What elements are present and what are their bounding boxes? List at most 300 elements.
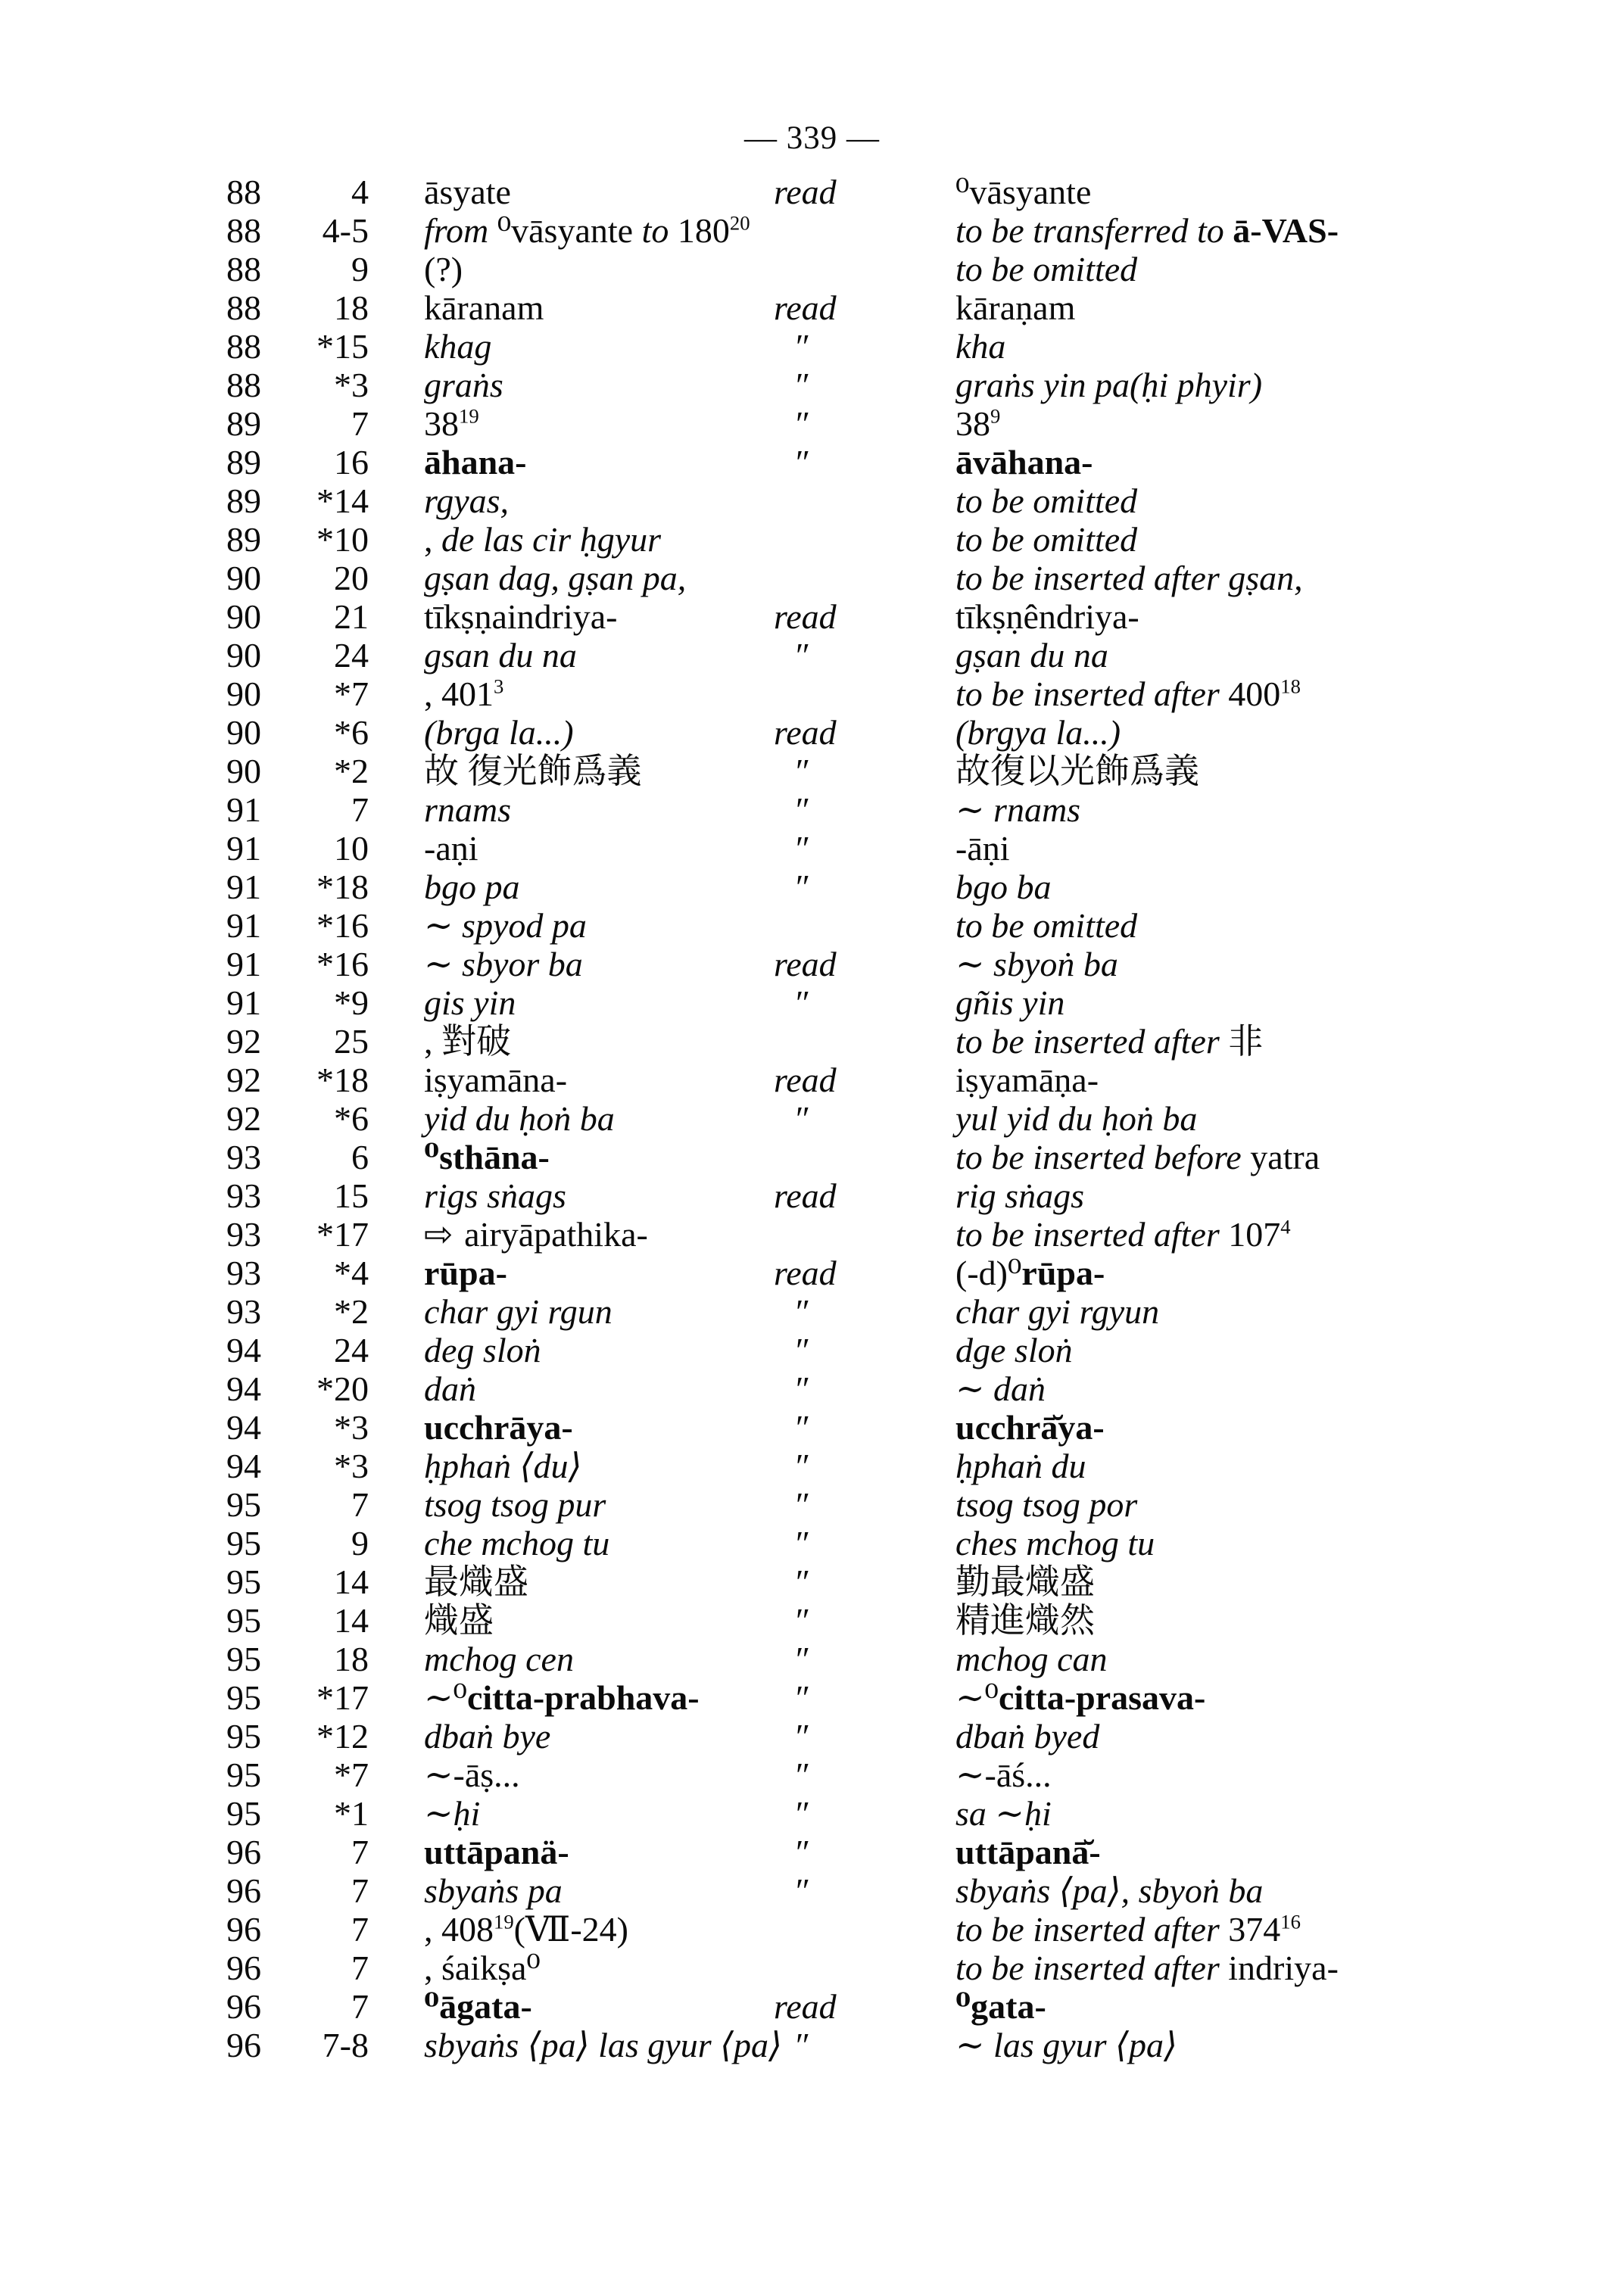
original-text: [369, 1987, 772, 2026]
text-segment: uttāpanä-: [424, 1833, 569, 1871]
text-segment: 19: [494, 1910, 514, 1933]
original-text: [369, 1254, 772, 1292]
page-ref: 90: [226, 636, 261, 675]
text-segment: ⁰sthāna-: [424, 1138, 550, 1176]
read-marker: [772, 1176, 955, 1215]
original-text: [369, 520, 772, 559]
errata-row: [0, 1176, 1624, 1215]
correction-text: [955, 1292, 1624, 1331]
line-ref: *1: [334, 1794, 369, 1833]
text-segment: rigs sṅags: [424, 1176, 566, 1215]
page-ref: 93: [226, 1215, 261, 1254]
original-text: [369, 327, 772, 366]
text-segment: 熾盛: [424, 1601, 494, 1640]
errata-row: [0, 1447, 1624, 1485]
line-ref: 7: [351, 1485, 369, 1524]
text-segment: gṣan du na: [955, 636, 1108, 675]
original-text: [369, 1215, 772, 1254]
ditto-mark: ″: [793, 366, 807, 404]
line-ref: 25: [334, 1022, 369, 1061]
correction-text: [955, 1447, 1624, 1485]
original-text: [369, 868, 772, 906]
page-ref: 95: [226, 1524, 261, 1562]
text-segment: indriya-: [1228, 1949, 1339, 1987]
original-text: [369, 1678, 772, 1717]
original-text: [369, 983, 772, 1022]
page-ref: 94: [226, 1369, 261, 1408]
correction-text: [955, 1215, 1624, 1254]
text-segment: to be inserted after: [955, 1215, 1229, 1254]
correction-text: [955, 945, 1624, 983]
correction-text: [955, 1369, 1624, 1408]
text-segment: to be inserted before: [955, 1138, 1251, 1176]
read-marker: [772, 713, 955, 752]
text-segment: ∼ spyod pa: [424, 906, 587, 945]
text-segment: kha: [955, 327, 1006, 366]
read-word: read: [774, 1987, 837, 2026]
read-marker: [772, 366, 955, 404]
original-text: [369, 906, 772, 945]
page-ref: 95: [226, 1485, 261, 1524]
page-ref: 91: [226, 945, 261, 983]
ditto-mark: ″: [793, 1717, 807, 1756]
correction-text: [955, 1408, 1624, 1447]
text-segment: graṅs: [424, 366, 503, 404]
read-word: read: [774, 173, 837, 211]
correction-text: [955, 597, 1624, 636]
text-segment: 374: [1228, 1910, 1281, 1949]
errata-row: [0, 250, 1624, 288]
page-ref: 89: [226, 443, 261, 481]
errata-row: [0, 1022, 1624, 1061]
line-ref: 14: [334, 1601, 369, 1640]
page-ref: 90: [226, 675, 261, 713]
page-ref: 96: [226, 1910, 261, 1949]
correction-text: [955, 1949, 1624, 1987]
read-marker: [772, 790, 955, 829]
line-ref: 18: [334, 288, 369, 327]
errata-row: [0, 1678, 1624, 1717]
text-segment: 最熾盛: [424, 1562, 528, 1601]
text-segment: daṅ: [424, 1369, 476, 1408]
ditto-mark: ″: [793, 1099, 807, 1138]
correction-text: [955, 1022, 1624, 1061]
line-ref: *6: [334, 1099, 369, 1138]
page-ref: 96: [226, 1987, 261, 2026]
text-segment: to be inserted after: [955, 1022, 1229, 1061]
read-marker: [772, 173, 955, 211]
read-marker: [772, 1485, 955, 1524]
ditto-mark: ″: [793, 1331, 807, 1369]
correction-text: [955, 713, 1624, 752]
read-word: read: [774, 597, 837, 636]
original-text: [369, 1138, 772, 1176]
read-marker: [772, 481, 955, 520]
errata-row: [0, 366, 1624, 404]
correction-text: [955, 481, 1624, 520]
errata-row: [0, 481, 1624, 520]
line-ref: 7: [351, 1949, 369, 1987]
page-ref: 91: [226, 906, 261, 945]
read-marker: [772, 1254, 955, 1292]
page-ref: 91: [226, 829, 261, 868]
read-marker: [772, 1138, 955, 1176]
correction-text: [955, 1794, 1624, 1833]
correction-text: [955, 1562, 1624, 1601]
original-text: [369, 752, 772, 790]
text-segment: (?): [424, 250, 463, 288]
page-ref: 95: [226, 1678, 261, 1717]
ditto-mark: ″: [793, 327, 807, 366]
page-ref: 89: [226, 520, 261, 559]
line-ref: *2: [334, 1292, 369, 1331]
text-segment: , 408: [424, 1910, 494, 1949]
original-text: [369, 1949, 772, 1987]
correction-text: [955, 1756, 1624, 1794]
page-ref: 94: [226, 1447, 261, 1485]
original-text: [369, 829, 772, 868]
ditto-mark: ″: [793, 829, 807, 868]
correction-text: [955, 1254, 1624, 1292]
line-ref: 7: [351, 404, 369, 443]
errata-row: [0, 829, 1624, 868]
errata-row: [0, 752, 1624, 790]
page-ref: 95: [226, 1717, 261, 1756]
text-segment: from: [424, 211, 497, 250]
read-marker: [772, 1833, 955, 1871]
text-segment: ḥphaṅ du: [955, 1447, 1086, 1485]
ditto-mark: ″: [793, 1756, 807, 1794]
text-segment: to: [641, 211, 669, 250]
text-segment: (brga la...): [424, 713, 574, 752]
read-marker: [772, 1447, 955, 1485]
page-ref: 88: [226, 327, 261, 366]
line-ref: *6: [334, 713, 369, 752]
original-text: [369, 559, 772, 597]
text-segment: bgo pa: [424, 868, 520, 906]
page-ref: 88: [226, 250, 261, 288]
line-ref: 7: [351, 1987, 369, 2026]
original-text: [369, 1022, 772, 1061]
text-segment: dbaṅ bye: [424, 1717, 551, 1756]
text-segment: tsog tsog por: [955, 1485, 1138, 1524]
page-ref: 95: [226, 1640, 261, 1678]
line-ref: *16: [316, 945, 369, 983]
errata-row: [0, 1871, 1624, 1910]
text-segment: khag: [424, 327, 492, 366]
read-marker: [772, 1910, 955, 1949]
text-segment: 107: [1228, 1215, 1281, 1254]
read-word: read: [774, 945, 837, 983]
line-ref: *17: [316, 1215, 369, 1254]
errata-table: [0, 173, 1624, 2064]
errata-row: [0, 1562, 1624, 1601]
text-segment: 400: [1228, 675, 1281, 713]
errata-row: [0, 1254, 1624, 1292]
correction-text: [955, 1833, 1624, 1871]
correction-text: [955, 636, 1624, 675]
text-segment: sa ∼ḥi: [955, 1794, 1052, 1833]
read-marker: [772, 520, 955, 559]
text-segment: ∼ḥi: [424, 1794, 481, 1833]
text-segment: to be omitted: [955, 906, 1138, 945]
page-ref: 92: [226, 1061, 261, 1099]
read-marker: [772, 1331, 955, 1369]
read-marker: [772, 983, 955, 1022]
errata-row: [0, 2026, 1624, 2064]
original-text: [369, 713, 772, 752]
correction-text: [955, 1138, 1624, 1176]
text-segment: tīkṣṇaindriya-: [424, 597, 618, 636]
text-segment: to be omitted: [955, 520, 1138, 559]
text-segment: 勤最熾盛: [955, 1562, 1095, 1601]
correction-text: [955, 829, 1624, 868]
errata-row: [0, 1756, 1624, 1794]
correction-text: [955, 1987, 1624, 2026]
text-segment: ⁰vāsyante: [497, 211, 642, 250]
text-segment: ∼-āṣ...: [424, 1756, 520, 1794]
line-ref: 7: [351, 790, 369, 829]
line-ref: *15: [316, 327, 369, 366]
line-ref: *7: [334, 1756, 369, 1794]
text-segment: uttāpanā̆-: [955, 1833, 1101, 1871]
text-segment: kāranam: [424, 288, 544, 327]
page-ref: 88: [226, 211, 261, 250]
correction-text: [955, 288, 1624, 327]
correction-text: [955, 443, 1624, 481]
page-ref: 91: [226, 790, 261, 829]
read-marker: [772, 752, 955, 790]
page-ref: 89: [226, 481, 261, 520]
line-ref: *9: [334, 983, 369, 1022]
text-segment: ∼ sbyor ba: [424, 945, 583, 983]
text-segment: che mchog tu: [424, 1524, 610, 1562]
text-segment: gsan du na: [424, 636, 577, 675]
text-segment: dbaṅ byed: [955, 1717, 1100, 1756]
original-text: [369, 675, 772, 713]
line-ref: *3: [334, 366, 369, 404]
original-text: [369, 211, 772, 250]
original-text: [369, 1447, 772, 1485]
original-text: [369, 1176, 772, 1215]
text-segment: to be inserted after gṣan,: [955, 559, 1303, 597]
page-ref: 93: [226, 1254, 261, 1292]
ditto-mark: ″: [793, 1369, 807, 1408]
correction-text: [955, 1331, 1624, 1369]
text-segment: to be omitted: [955, 250, 1138, 288]
text-segment: to be inserted after: [955, 675, 1229, 713]
line-ref: *14: [316, 481, 369, 520]
original-text: [369, 173, 772, 211]
ditto-mark: ″: [793, 868, 807, 906]
page-ref: 94: [226, 1408, 261, 1447]
ditto-mark: ″: [793, 790, 807, 829]
text-segment: , 對破: [424, 1022, 511, 1061]
read-marker: [772, 1099, 955, 1138]
text-segment: char gyi rgun: [424, 1292, 613, 1331]
ditto-mark: ″: [793, 2026, 807, 2064]
read-marker: [772, 2026, 955, 2064]
page-ref: 93: [226, 1176, 261, 1215]
text-segment: to be transferred to: [955, 211, 1233, 250]
page-ref: 88: [226, 366, 261, 404]
correction-text: [955, 1910, 1624, 1949]
read-marker: [772, 906, 955, 945]
read-marker: [772, 443, 955, 481]
correction-text: [955, 1485, 1624, 1524]
text-segment: airyāpathika-: [464, 1215, 648, 1254]
original-text: [369, 250, 772, 288]
read-marker: [772, 404, 955, 443]
text-segment: ḥphaṅ ⟨du⟩: [424, 1447, 582, 1485]
errata-row: [0, 559, 1624, 597]
errata-row: [0, 404, 1624, 443]
page-ref: 92: [226, 1099, 261, 1138]
read-marker: [772, 559, 955, 597]
line-ref: 6: [351, 1138, 369, 1176]
text-segment: ucchrāya-: [424, 1408, 573, 1447]
read-marker: [772, 1408, 955, 1447]
text-segment: tsog tsog pur: [424, 1485, 606, 1524]
errata-row: [0, 1601, 1624, 1640]
page-ref: 89: [226, 404, 261, 443]
line-ref: *18: [316, 868, 369, 906]
correction-text: [955, 1717, 1624, 1756]
text-segment: sbyaṅs pa: [424, 1871, 563, 1910]
ditto-mark: ″: [793, 983, 807, 1022]
original-text: [369, 1485, 772, 1524]
text-segment: bgo ba: [955, 868, 1052, 906]
original-text: [369, 288, 772, 327]
page-ref: 95: [226, 1562, 261, 1601]
read-marker: [772, 211, 955, 250]
correction-text: [955, 559, 1624, 597]
text-segment: graṅs yin pa(ḥi phyir): [955, 366, 1263, 404]
errata-row: [0, 1987, 1624, 2026]
line-ref: 15: [334, 1176, 369, 1215]
text-segment: 38: [955, 404, 990, 443]
text-segment: kāraṇam: [955, 288, 1076, 327]
original-text: [369, 1369, 772, 1408]
ditto-mark: ″: [793, 636, 807, 675]
original-text: [369, 1601, 772, 1640]
correction-text: [955, 250, 1624, 288]
original-text: [369, 1910, 772, 1949]
errata-row: [0, 906, 1624, 945]
text-segment: ,: [424, 520, 441, 559]
read-marker: [772, 675, 955, 713]
page-ref: 93: [226, 1138, 261, 1176]
ditto-mark: ″: [793, 1447, 807, 1485]
errata-row: [0, 1408, 1624, 1447]
text-segment: ∼ daṅ: [955, 1369, 1046, 1408]
ditto-mark: ″: [793, 1678, 807, 1717]
errata-row: [0, 1910, 1624, 1949]
text-segment: āsyate: [424, 173, 511, 211]
ditto-mark: ″: [793, 1794, 807, 1833]
text-segment: gṣan dag, gṣan pa,: [424, 559, 687, 597]
page-ref: 95: [226, 1794, 261, 1833]
read-marker: [772, 1369, 955, 1408]
original-text: [369, 945, 772, 983]
text-segment: ∼⁰: [424, 1678, 467, 1717]
original-text: [369, 404, 772, 443]
errata-row: [0, 1524, 1624, 1562]
errata-row: [0, 868, 1624, 906]
line-ref: 9: [351, 1524, 369, 1562]
text-segment: ches mchog tu: [955, 1524, 1155, 1562]
read-marker: [772, 1022, 955, 1061]
line-ref: 20: [334, 559, 369, 597]
text-segment: char gyi rgyun: [955, 1292, 1160, 1331]
errata-row: [0, 1292, 1624, 1331]
read-marker: [772, 1562, 955, 1601]
text-segment: iṣyamāna-: [424, 1061, 568, 1099]
errata-row: [0, 1833, 1624, 1871]
read-marker: [772, 829, 955, 868]
text-segment: tīkṣṇêndriya-: [955, 597, 1139, 636]
line-ref: 9: [351, 250, 369, 288]
read-marker: [772, 868, 955, 906]
text-segment: iṣyamāṇa-: [955, 1061, 1099, 1099]
text-segment: rnams: [424, 790, 512, 829]
text-segment: 非: [1228, 1022, 1264, 1061]
read-marker: [772, 1949, 955, 1987]
text-segment: to be inserted after: [955, 1910, 1229, 1949]
line-ref: 7-8: [322, 2026, 369, 2064]
errata-row: [0, 713, 1624, 752]
correction-text: [955, 211, 1624, 250]
page-ref: 91: [226, 983, 261, 1022]
text-segment: 9: [990, 404, 1001, 428]
errata-row: [0, 520, 1624, 559]
page-ref: 96: [226, 2026, 261, 2064]
correction-text: [955, 173, 1624, 211]
correction-text: [955, 983, 1624, 1022]
text-segment: ∼-āś...: [955, 1756, 1052, 1794]
line-ref: 21: [334, 597, 369, 636]
correction-text: [955, 790, 1624, 829]
read-marker: [772, 1292, 955, 1331]
original-text: [369, 1717, 772, 1756]
ditto-mark: ″: [793, 1562, 807, 1601]
correction-text: [955, 366, 1624, 404]
errata-row: [0, 1717, 1624, 1756]
text-segment: (brgya la...): [955, 713, 1121, 752]
errata-row: [0, 983, 1624, 1022]
page-ref: 88: [226, 173, 261, 211]
text-segment: ∼ las gyur ⟨pa⟩: [955, 2026, 1177, 2064]
original-text: [369, 443, 772, 481]
page-ref: 90: [226, 752, 261, 790]
correction-text: [955, 404, 1624, 443]
text-segment: mchog cen: [424, 1640, 574, 1678]
text-segment: , 401: [424, 675, 494, 713]
line-ref: *20: [316, 1369, 369, 1408]
line-ref: *2: [334, 752, 369, 790]
errata-row: [0, 173, 1624, 211]
ditto-mark: ″: [793, 1601, 807, 1640]
text-segment: gñis yin: [955, 983, 1065, 1022]
page-number: — 339 —: [744, 120, 880, 156]
ditto-mark: ″: [793, 404, 807, 443]
line-ref: 24: [334, 636, 369, 675]
errata-row: [0, 211, 1624, 250]
original-text: [369, 1794, 772, 1833]
text-segment: citta-prasava-: [998, 1678, 1206, 1717]
ditto-mark: ″: [793, 1292, 807, 1331]
ditto-mark: ″: [793, 1640, 807, 1678]
